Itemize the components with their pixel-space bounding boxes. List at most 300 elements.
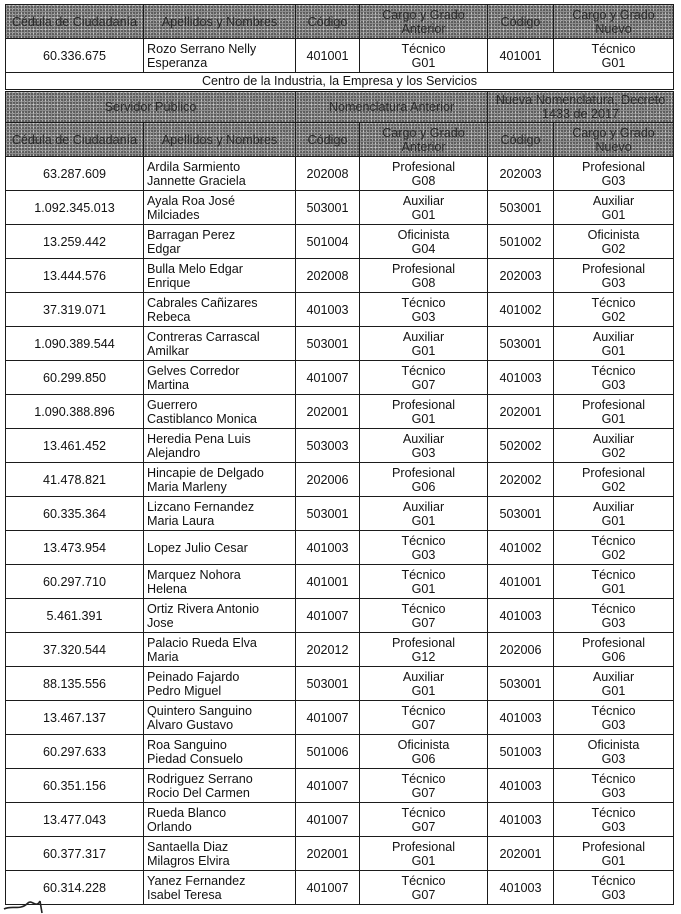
codigo-nuevo-cell [488, 497, 554, 531]
name-cell [144, 837, 296, 871]
cedula-cell [6, 837, 144, 871]
codigo-nuevo-text: 202006 [499, 642, 542, 657]
cargo-anterior-cell [360, 361, 488, 395]
codigo-nuevo-cell [488, 667, 554, 701]
cargo-anterior-text: Profesional [392, 635, 456, 650]
table-row [6, 531, 674, 565]
cargo-nuevo-text: Profesional [582, 465, 646, 480]
name-cell [144, 497, 296, 531]
codigo-anterior-cell [296, 633, 360, 667]
name-text: Lizcano Fernandez [147, 499, 255, 514]
column-header-row [6, 123, 674, 157]
codigo-nuevo-text: 503001 [499, 200, 542, 215]
table-row [6, 599, 674, 633]
cargo-anterior-text: Técnico [401, 601, 446, 616]
cargo-nuevo-cell [554, 735, 674, 769]
table-row [6, 157, 674, 191]
cargo-anterior-text: Profesional [392, 839, 456, 854]
cargo-anterior-text: Técnico [401, 533, 446, 548]
cargo-anterior-grade: G01 [411, 55, 436, 70]
cargo-nuevo-text: Profesional [582, 261, 646, 276]
cargo-anterior-text: Técnico [401, 703, 446, 718]
cargo-anterior-text: Técnico [401, 295, 446, 310]
name-cell [144, 735, 296, 769]
header-codigo: Código [296, 123, 360, 157]
cargo-anterior-text: G01 [411, 343, 436, 358]
cargo-nuevo-text: Profesional [582, 397, 646, 412]
table-row [6, 463, 674, 497]
cedula-text: 13.477.043 [42, 812, 107, 827]
name-text: Palacio Rueda Elva [147, 635, 257, 650]
cargo-nuevo-name: Técnico [591, 41, 636, 56]
codigo-anterior-text: 401007 [306, 812, 349, 827]
codigo-nuevo-text: 401003 [499, 778, 542, 793]
table-row [6, 565, 674, 599]
codigo-anterior-cell [296, 565, 360, 599]
cargo-nuevo-cell [554, 157, 674, 191]
codigo-nuevo-text: 401003 [499, 608, 542, 623]
cargo-anterior-text: G07 [411, 615, 436, 630]
table-row [6, 191, 674, 225]
codigo-nuevo-cell [488, 769, 554, 803]
codigo-anterior-text: 501004 [306, 234, 349, 249]
codigo-anterior-text: 202001 [306, 846, 349, 861]
top-table [5, 4, 674, 90]
cargo-nuevo-text: Auxiliar [592, 193, 635, 208]
cargo-anterior-text: Técnico [401, 771, 446, 786]
name-text: Castiblanco Monica [147, 411, 257, 426]
header-row [6, 5, 674, 39]
cargo-anterior-text: G03 [411, 309, 436, 324]
name-line-1: Rozo Serrano Nelly [147, 41, 257, 56]
header-cargo-anterior: Cargo y Grado Anterior [360, 123, 488, 157]
codigo-nuevo-cell [488, 599, 554, 633]
cargo-nuevo-text: G01 [601, 343, 626, 358]
codigo-nuevo-text: 202001 [499, 846, 542, 861]
name-cell [144, 531, 296, 565]
group-header-nueva: Nueva Nomenclatura, Decreto 1433 de 2017 [488, 92, 674, 123]
name-text: Maria Marleny [147, 479, 227, 494]
table-row [6, 225, 674, 259]
cargo-nuevo-cell [554, 837, 674, 871]
cargo-anterior-text: G01 [411, 513, 436, 528]
cargo-anterior-text: G08 [411, 275, 436, 290]
cargo-anterior-text: Profesional [392, 397, 456, 412]
name-text: Ayala Roa José [147, 193, 235, 208]
codigo-nuevo-cell [488, 701, 554, 735]
cargo-nuevo-text: Técnico [591, 567, 636, 582]
cargo-nuevo-text: G01 [601, 513, 626, 528]
codigo-anterior-cell [296, 293, 360, 327]
cargo-nuevo-cell [554, 803, 674, 837]
cargo-nuevo-text: Auxiliar [592, 669, 635, 684]
cargo-anterior-cell [360, 327, 488, 361]
codigo-nuevo-text: 202003 [499, 166, 542, 181]
cargo-anterior-cell [360, 191, 488, 225]
name-text: Alvaro Gustavo [147, 717, 234, 732]
codigo-anterior-text: 501006 [306, 744, 349, 759]
codigo-anterior-text: 503001 [306, 676, 349, 691]
name-text: Roa Sanguino [147, 737, 227, 752]
cargo-nuevo-text: G03 [601, 819, 626, 834]
cargo-nuevo-cell [554, 191, 674, 225]
name-text: Pedro Miguel [147, 683, 222, 698]
codigo-nuevo-cell [488, 871, 554, 905]
codigo-anterior-text: 401007 [306, 880, 349, 895]
name-cell [144, 803, 296, 837]
codigo-nuevo-cell [488, 803, 554, 837]
cedula-cell [6, 497, 144, 531]
name-text: Guerrero [147, 397, 198, 412]
codigo-anterior-text: 202008 [306, 166, 349, 181]
codigo-nuevo-cell [488, 395, 554, 429]
cargo-nuevo-text: G02 [601, 241, 626, 256]
cargo-anterior-cell [360, 701, 488, 735]
cargo-nuevo-text: Profesional [582, 159, 646, 174]
cargo-anterior-cell [360, 735, 488, 769]
cargo-nuevo-text: Técnico [591, 805, 636, 820]
name-cell [144, 39, 296, 73]
codigo-anterior-text: 401007 [306, 370, 349, 385]
table-row [6, 803, 674, 837]
codigo-nuevo-text: 401002 [499, 302, 542, 317]
cargo-nuevo-text: Auxiliar [592, 329, 635, 344]
cargo-nuevo-cell [554, 225, 674, 259]
cedula-text: 1.092.345.013 [34, 200, 115, 215]
cedula-text: 37.320.544 [42, 642, 107, 657]
name-cell [144, 225, 296, 259]
cedula-text: 60.297.633 [42, 744, 107, 759]
cargo-anterior-cell [360, 39, 488, 73]
cargo-nuevo-text: Técnico [591, 295, 636, 310]
cargo-anterior-text: Técnico [401, 567, 446, 582]
cedula-text: 60.297.710 [42, 574, 107, 589]
cedula-cell [6, 701, 144, 735]
cargo-anterior-cell [360, 293, 488, 327]
cargo-anterior-text: G07 [411, 377, 436, 392]
signature-mark [2, 895, 62, 914]
header-apellidos: Apellidos y Nombres [144, 123, 296, 157]
cedula-text: 37.319.071 [42, 302, 107, 317]
cargo-nuevo-cell [554, 871, 674, 905]
cargo-anterior-cell [360, 633, 488, 667]
cargo-anterior-text: Oficinista [397, 227, 450, 242]
table-row [6, 39, 674, 73]
name-cell [144, 871, 296, 905]
table-row [6, 361, 674, 395]
cedula-text: 13.473.954 [42, 540, 107, 555]
codigo-anterior-cell [296, 327, 360, 361]
codigo-anterior-text: 503001 [306, 506, 349, 521]
cedula-cell [6, 429, 144, 463]
cedula-text: 88.135.556 [42, 676, 107, 691]
codigo-anterior-text: 401007 [306, 608, 349, 623]
codigo-anterior-text: 202012 [306, 642, 349, 657]
cargo-anterior-cell [360, 259, 488, 293]
main-table [5, 91, 674, 905]
cargo-anterior-text: G01 [411, 581, 436, 596]
codigo-nuevo-text: 401002 [499, 540, 542, 555]
group-header-row [6, 92, 674, 123]
cargo-nuevo-cell [554, 293, 674, 327]
table-row [6, 259, 674, 293]
cargo-anterior-text: G08 [411, 173, 436, 188]
cargo-anterior-name: Técnico [401, 41, 446, 56]
name-text: Rebeca [147, 309, 191, 324]
cargo-anterior-text: Técnico [401, 873, 446, 888]
section-title: Centro de la Industria, la Empresa y los Servicios [6, 73, 674, 90]
cargo-anterior-text: Profesional [392, 465, 456, 480]
name-text: Ardila Sarmiento [147, 159, 241, 174]
cargo-nuevo-text: G03 [601, 173, 626, 188]
cedula-cell [6, 599, 144, 633]
codigo-anterior-cell [296, 463, 360, 497]
table-row [6, 871, 674, 905]
cargo-anterior-text: Auxiliar [402, 499, 445, 514]
table-row [6, 633, 674, 667]
cargo-nuevo-text: Auxiliar [592, 499, 635, 514]
table-row [6, 327, 674, 361]
cargo-anterior-text: G01 [411, 853, 436, 868]
cargo-anterior-text: G06 [411, 751, 436, 766]
cargo-nuevo-cell [554, 633, 674, 667]
codigo-nuevo-cell [488, 463, 554, 497]
cedula-text: 60.299.850 [42, 370, 107, 385]
name-cell [144, 701, 296, 735]
cedula-cell [6, 157, 144, 191]
codigo-anterior-cell [296, 871, 360, 905]
codigo-anterior-cell [296, 395, 360, 429]
cargo-anterior-text: G07 [411, 819, 436, 834]
cargo-nuevo-text: G03 [601, 751, 626, 766]
cedula-cell [6, 361, 144, 395]
codigo-nuevo-text: 503001 [499, 676, 542, 691]
codigo-nuevo-cell [488, 429, 554, 463]
cedula-text: 60.314.228 [42, 880, 107, 895]
cedula-text: 13.259.442 [42, 234, 107, 249]
cedula-cell [6, 633, 144, 667]
cargo-anterior-cell [360, 871, 488, 905]
cedula-text: 1.090.388.896 [34, 404, 115, 419]
name-cell [144, 157, 296, 191]
cedula-text: 60.335.364 [42, 506, 107, 521]
table-row [6, 701, 674, 735]
cargo-nuevo-text: G03 [601, 717, 626, 732]
codigo-anterior-text: 503001 [306, 200, 349, 215]
name-text: Gelves Corredor [147, 363, 240, 378]
cargo-nuevo-text: G03 [601, 887, 626, 902]
table-body [6, 157, 674, 905]
name-text: Milciades [147, 207, 200, 222]
cargo-nuevo-text: G03 [601, 615, 626, 630]
cargo-nuevo-cell [554, 701, 674, 735]
codigo-anterior-cell [296, 225, 360, 259]
cargo-nuevo-text: Técnico [591, 363, 636, 378]
cedula-cell [6, 769, 144, 803]
cargo-anterior-text: Técnico [401, 805, 446, 820]
cargo-anterior-cell [360, 769, 488, 803]
name-line-2: Esperanza [147, 55, 208, 70]
name-text: Jose [147, 615, 174, 630]
cargo-anterior-text: Auxiliar [402, 431, 445, 446]
name-text: Orlando [147, 819, 192, 834]
name-text: Lopez Julio Cesar [147, 540, 248, 555]
cargo-nuevo-grade: G01 [601, 55, 626, 70]
cargo-anterior-text: Auxiliar [402, 193, 445, 208]
codigo-anterior-cell: 401001 [296, 39, 360, 73]
codigo-anterior-cell [296, 157, 360, 191]
name-text: Isabel Teresa [147, 887, 222, 902]
header-cargo-nuevo: Cargo y Grado Nuevo [554, 5, 674, 39]
name-text: Yanez Fernandez [147, 873, 246, 888]
table-row [6, 429, 674, 463]
name-text: Marquez Nohora [147, 567, 241, 582]
codigo-nuevo-cell [488, 735, 554, 769]
cargo-anterior-text: G03 [411, 547, 436, 562]
codigo-anterior-cell [296, 667, 360, 701]
name-text: Piedad Consuelo [147, 751, 243, 766]
codigo-nuevo-text: 501002 [499, 234, 542, 249]
name-text: Helena [147, 581, 187, 596]
cedula-text: 13.444.576 [42, 268, 107, 283]
cargo-anterior-text: Oficinista [397, 737, 450, 752]
name-text: Maria Laura [147, 513, 215, 528]
cargo-anterior-text: G01 [411, 411, 436, 426]
codigo-nuevo-text: 503001 [499, 336, 542, 351]
cargo-nuevo-text: Profesional [582, 839, 646, 854]
name-text: Barragan Perez [147, 227, 236, 242]
cargo-nuevo-text: G01 [601, 581, 626, 596]
cedula-cell [6, 293, 144, 327]
name-cell [144, 599, 296, 633]
name-cell [144, 395, 296, 429]
cedula-text: 60.351.156 [42, 778, 107, 793]
cargo-anterior-cell [360, 463, 488, 497]
cargo-anterior-cell [360, 497, 488, 531]
header-cargo-nuevo: Cargo y Grado Nuevo [554, 123, 674, 157]
section-row [6, 73, 674, 90]
name-text: Rueda Blanco [147, 805, 227, 820]
cargo-nuevo-text: Profesional [582, 635, 646, 650]
cargo-nuevo-text: Oficinista [587, 737, 640, 752]
cargo-nuevo-cell [554, 39, 674, 73]
cargo-nuevo-text: G01 [601, 853, 626, 868]
codigo-nuevo-cell [488, 633, 554, 667]
cargo-anterior-text: Profesional [392, 159, 456, 174]
cargo-anterior-text: G03 [411, 445, 436, 460]
cargo-nuevo-text: Técnico [591, 873, 636, 888]
cargo-nuevo-cell [554, 327, 674, 361]
table-row [6, 497, 674, 531]
cargo-nuevo-text: G01 [601, 411, 626, 426]
codigo-anterior-text: 401001 [306, 574, 349, 589]
cargo-nuevo-cell [554, 565, 674, 599]
cargo-nuevo-cell [554, 531, 674, 565]
name-text: Quintero Sanguino [147, 703, 253, 718]
cargo-nuevo-cell [554, 497, 674, 531]
codigo-nuevo-text: 401003 [499, 880, 542, 895]
cedula-text: 13.467.137 [42, 710, 107, 725]
cargo-anterior-cell [360, 225, 488, 259]
codigo-nuevo-text: 401003 [499, 370, 542, 385]
cargo-anterior-text: G04 [411, 241, 436, 256]
name-text: Edgar [147, 241, 181, 256]
cargo-anterior-text: Auxiliar [402, 329, 445, 344]
name-cell [144, 565, 296, 599]
cargo-nuevo-text: G06 [601, 649, 626, 664]
header-cargo-anterior: Cargo y Grado Anterior [360, 5, 488, 39]
codigo-anterior-cell [296, 599, 360, 633]
codigo-nuevo-cell [488, 327, 554, 361]
codigo-anterior-cell [296, 259, 360, 293]
cedula-cell [6, 259, 144, 293]
name-text: Amilkar [147, 343, 189, 358]
name-text: Enrique [147, 275, 191, 290]
cargo-nuevo-cell [554, 429, 674, 463]
cargo-anterior-text: Técnico [401, 363, 446, 378]
cedula-text: 41.478.821 [42, 472, 107, 487]
cargo-anterior-text: G06 [411, 479, 436, 494]
cargo-anterior-cell [360, 531, 488, 565]
name-text: Heredia Pena Luis [147, 431, 251, 446]
cedula-cell [6, 395, 144, 429]
table-row [6, 395, 674, 429]
name-text: Maria [147, 649, 179, 664]
cargo-nuevo-cell [554, 599, 674, 633]
name-text: Contreras Carrascal [147, 329, 260, 344]
name-cell [144, 361, 296, 395]
name-text: Peinado Fajardo [147, 669, 240, 684]
cargo-nuevo-text: G01 [601, 683, 626, 698]
codigo-anterior-cell [296, 837, 360, 871]
cargo-nuevo-text: Técnico [591, 703, 636, 718]
name-text: Cabrales Cañizares [147, 295, 258, 310]
cargo-anterior-cell [360, 667, 488, 701]
codigo-anterior-cell [296, 497, 360, 531]
codigo-anterior-cell [296, 531, 360, 565]
codigo-anterior-cell [296, 769, 360, 803]
cargo-anterior-text: Profesional [392, 261, 456, 276]
name-cell [144, 463, 296, 497]
name-text: Bulla Melo Edgar [147, 261, 243, 276]
cargo-nuevo-text: G01 [601, 207, 626, 222]
codigo-nuevo-cell [488, 191, 554, 225]
cedula-cell: 60.336.675 [6, 39, 144, 73]
cargo-anterior-cell [360, 837, 488, 871]
cargo-nuevo-text: G02 [601, 445, 626, 460]
cedula-text: 13.461.452 [42, 438, 107, 453]
codigo-anterior-cell [296, 803, 360, 837]
name-cell [144, 293, 296, 327]
codigo-nuevo-cell [488, 157, 554, 191]
codigo-anterior-text: 503001 [306, 336, 349, 351]
codigo-nuevo-text: 202001 [499, 404, 542, 419]
codigo-anterior-cell [296, 361, 360, 395]
cargo-anterior-text: G12 [411, 649, 436, 664]
cargo-nuevo-text: G02 [601, 547, 626, 562]
cargo-nuevo-text: G02 [601, 479, 626, 494]
cargo-anterior-cell [360, 157, 488, 191]
name-cell [144, 429, 296, 463]
codigo-anterior-text: 401003 [306, 540, 349, 555]
cargo-anterior-text: G07 [411, 887, 436, 902]
table-row [6, 667, 674, 701]
cargo-nuevo-cell [554, 667, 674, 701]
cedula-cell [6, 463, 144, 497]
codigo-anterior-cell [296, 735, 360, 769]
cedula-cell [6, 327, 144, 361]
codigo-nuevo-cell [488, 837, 554, 871]
